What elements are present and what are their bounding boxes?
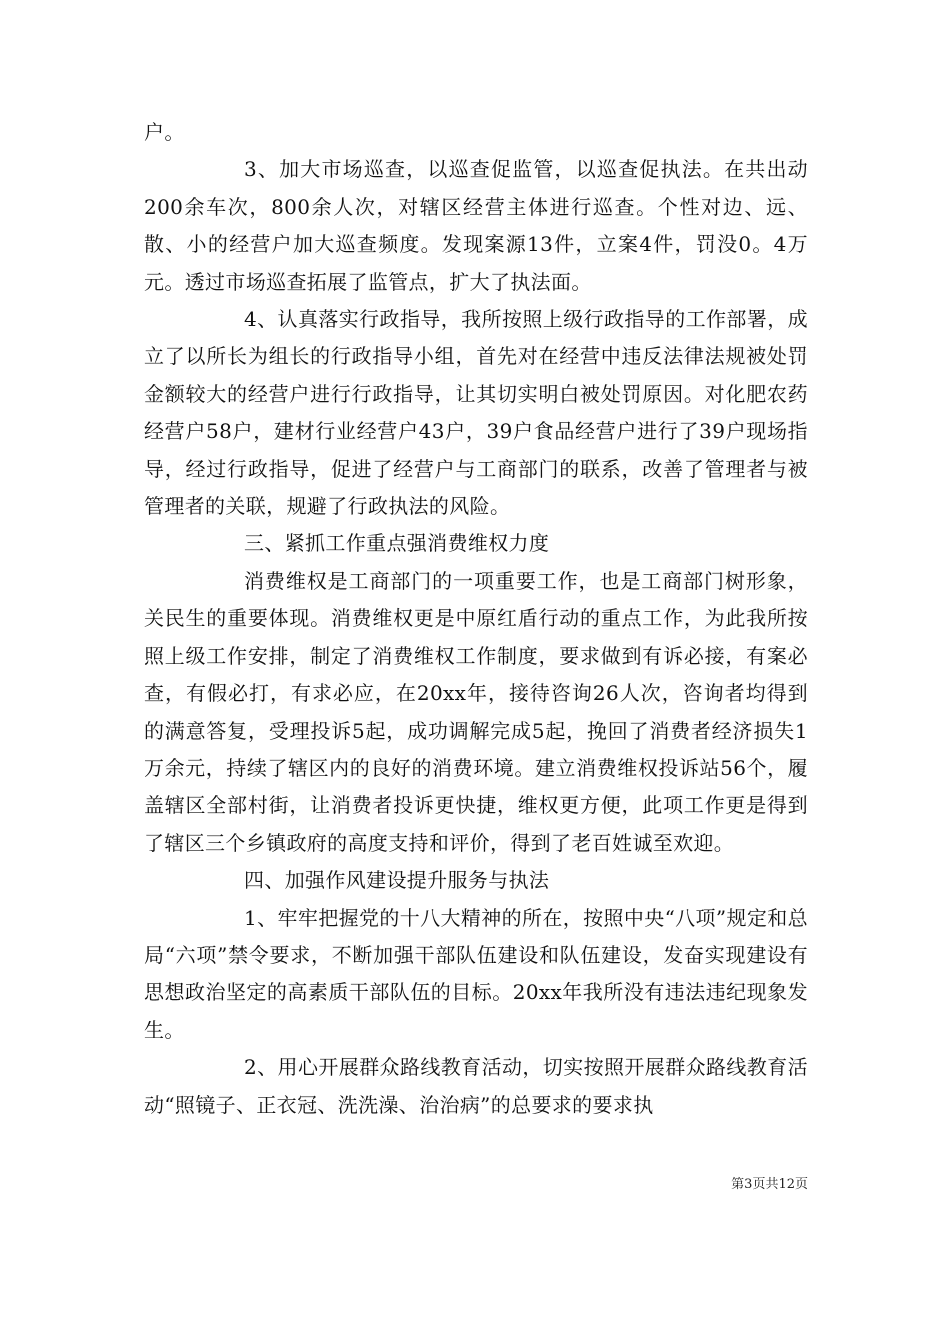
paragraph-consumer-rights: 消费维权是工商部门的一项重要工作，也是工商部门树形象，关民生的重要体现。消费维权更是中原红盾行动的重点工作，为此我所按照上级工作安排，制定了消费维权工作制度，要求做到有诉必接，有案必查，有假必打，有求必应，在20xx年，接待咨询26人次，咨询者均得到的满意答复，受理投诉5起，成功调解完成5起，挽回了消费者经济损失1万余元，持续了辖区内的良好的消费环境。建立消费维权投诉站56个，履盖辖区全部村街，让消费者投诉更快捷，维权更方便，此项工作更是得到了辖区三个乡镇政府的高度支持和评价，得到了老百姓诚至欢迎。 bbox=[144, 568, 808, 855]
paragraph-item-3: 3、加大市场巡查，以巡查促监管，以巡查促执法。在共出动200余车次，800余人次，对辖区经营主体进行巡查。个性对边、远、散、小的经营户加大巡查频度。发现案源13件，立案4件，罚没0。4万元。透过市场巡查拓展了监管点，扩大了执法面。 bbox=[144, 157, 808, 294]
section-heading-3: 三、紧抓工作重点强消费维权力度 bbox=[244, 531, 550, 556]
page-number: 第3页共12页 bbox=[731, 1177, 808, 1192]
paragraph-item-2: 2、用心开展群众路线教育活动，切实按照开展群众路线教育活动“照镜子、正衣冠、洗洗澡、治治病”的总要求的要求执 bbox=[144, 1055, 808, 1117]
section-heading-4: 四、加强作风建设提升服务与执法 bbox=[244, 868, 550, 893]
body-text bbox=[144, 114, 808, 1124]
paragraph-continuation: 户。 bbox=[144, 120, 185, 144]
paragraph-item-4: 4、认真落实行政指导，我所按照上级行政指导的工作部署，成立了以所长为组长的行政指导小组，首先对在经营中违反法律法规被处罚金额较大的经营户进行行政指导，让其切实明白被处罚原因。对化肥农药经营户58户，建材行业经营户43户，39户食品经营户进行了39户现场指导，经过行政指导，促进了经营户与工商部门的联系，改善了管理者与被管理者的关联，规避了行政执法的风险。 bbox=[144, 307, 808, 519]
paragraph-item-1: 1、牢牢把握党的十八大精神的所在，按照中央“八项”规定和总局“六项”禁令要求，不断加强干部队伍建设和队伍建设，发奋实现建设有思想政治坚定的高素质干部队伍的目标。20xx年我所没有违法违纪现象发生。 bbox=[144, 905, 808, 1042]
